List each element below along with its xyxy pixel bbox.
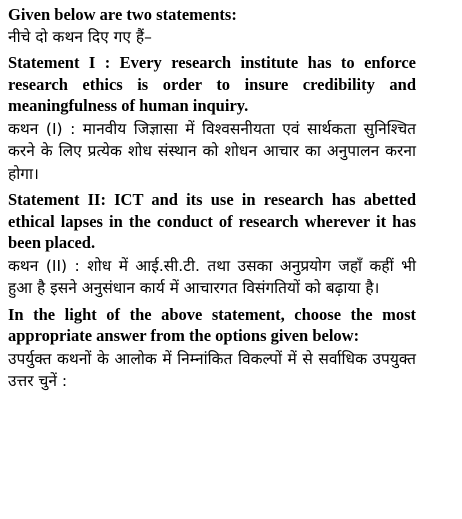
intro-english: Given below are two statements: [8,5,237,24]
question-hindi: उपर्युक्त कथनों के आलोक में निम्नांकित विकल्पों में से सर्वाधिक उपयुक्त उत्तर चुनें : [8,349,416,390]
statement-1-hindi: कथन (I) : मानवीय जिज्ञासा में विश्वसनीयता एवं सार्थकता सुनिश्चित करने के लिए प्रत्येक शोध संस्थान को शोधन आचार का अनुपालन करना होगा। [8,119,416,183]
intro-hindi: नीचे दो कथन दिए गए हैं– [8,27,152,46]
question-english: In the light of the above statement, choose the most appropriate answer from the options given below: [8,304,416,345]
question-document [8,4,416,393]
statement-2-english: Statement II: ICT and its use in research has abetted ethical lapses in the conduct of research wherever it has been placed. [8,190,416,252]
statement-1-english: Statement I : Every research institute has to enforce research ethics is order to insure credibility and meaningfulness of human inquiry. [8,53,416,115]
statement-2-hindi: कथन (II) : शोध में आई.सी.टी. तथा उसका अनुप्रयोग जहाँ कहीं भी हुआ है इसने अनुसंधान कार्य में आचारगत विसंगतियों को बढ़ाया है। [8,256,416,297]
